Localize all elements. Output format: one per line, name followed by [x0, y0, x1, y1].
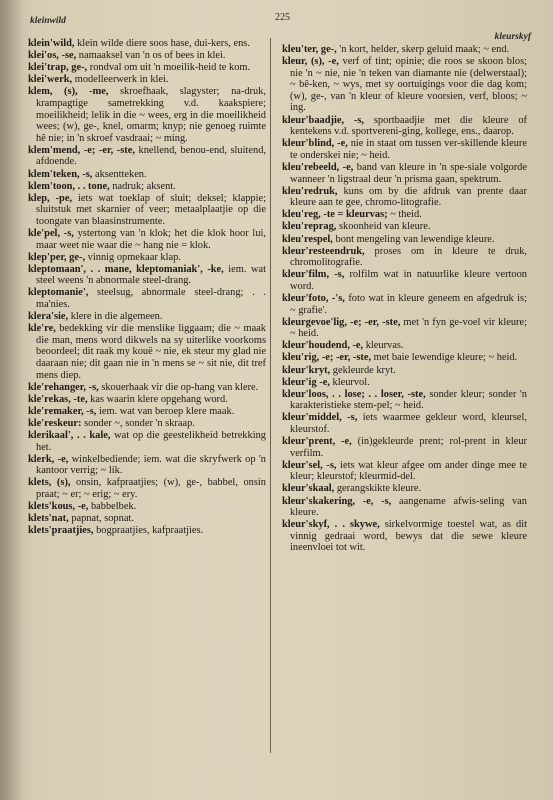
entry-definition: knellend, benou-end, sluitend, afdoende.: [36, 144, 266, 168]
entry-definition: bont mengeling van lewendige kleure.: [332, 233, 495, 245]
entry-definition: klere in die algemeen.: [68, 311, 163, 323]
entry-headword: kleur'houdend, -e,: [282, 340, 364, 352]
entry-definition: gerangskikte kleure.: [334, 483, 422, 495]
entry-definition: klein wilde diere soos hase, dui-kers, ens.: [74, 38, 250, 49]
entry-definition: iem. wat van beroep klere maak.: [96, 405, 235, 417]
entry-definition: verf of tint; opinie; die roos se skoon blos; nie 'n ~ nie, nie 'n teken van diamante nie (delwerstaal); ~ bê-ken, ~ wys, met sy oortuigings voor die dag kom; (w), ge-, van 'n kleur of kleure voorsien, verf, bloos; ~ ing.: [290, 56, 527, 114]
dictionary-entry: [28, 287, 266, 310]
entry-headword: kleur'film, -s,: [282, 269, 345, 281]
dictionary-entry: [282, 317, 527, 340]
dictionary-entry: [282, 209, 527, 221]
entry-definition: skroefhaak, slagyster; na-druk, krampagtige sametrekking v.d. kaakspiere; moeilikheid; lelik in die ~ wees, erg in die moeilikheid wees; (w), ge-, knel, omarm; knyp; nie genoeg ruimte hê nie; in 'n skroef vasdraai; ~ ming.: [36, 86, 266, 144]
dictionary-entry: [282, 436, 527, 459]
entry-definition: gekleurde kryt.: [330, 364, 396, 376]
entry-definition: met baie lewendige kleure; ~ heid.: [371, 352, 518, 364]
entry-definition: sirkelvormige toestel wat, as dit vinnig gedraai word, bewys dat die sewe kleure ineenvloei tot wit.: [290, 519, 527, 554]
entry-definition: iem. wat steel weens 'n abnormale steel-drang.: [36, 263, 266, 287]
entry-headword: klei'trap, ge-,: [28, 62, 88, 74]
right-guideword: kleurskyf: [494, 32, 531, 42]
entry-headword: klem'mend, -e; -er, -ste,: [28, 144, 135, 156]
dictionary-entry: [282, 138, 527, 161]
entry-definition: band van kleure in 'n spe-siale volgorde wanneer 'n ligstraal deur 'n prisma gaan, spektrum.: [290, 161, 527, 185]
entry-headword: klei'os, -se,: [28, 50, 77, 62]
dictionary-entry: [28, 323, 266, 381]
entry-definition: proses om in kleure te druk, chromolitografie.: [290, 245, 527, 269]
dictionary-entry: [28, 264, 266, 287]
entry-headword: kle'reskeur:: [28, 418, 82, 429]
dictionary-entry: [282, 340, 527, 352]
dictionary-entry: [282, 293, 527, 316]
entry-headword: kleur'blind, -e,: [282, 138, 348, 150]
entry-definition: nadruk; aksent.: [109, 180, 176, 192]
entry-headword: kleur'foto, -'s,: [282, 292, 345, 304]
entry-definition: aangename afwis-seling van kleure.: [290, 495, 527, 519]
entry-headword: kleur'loos, . . lose; . . loser, -ste,: [282, 388, 426, 400]
dictionary-entry: [282, 246, 527, 269]
dictionary-entry: [28, 406, 266, 418]
entry-headword: klets, (s),: [28, 477, 71, 489]
entry-definition: onsin, kafpraatjies; (w), ge-, babbel, onsin praat; ~ er; ~ erig; ~ ery.: [36, 477, 266, 501]
entry-headword: kle're,: [28, 323, 56, 335]
entry-definition: rondval om uit 'n moeilik-heid te kom.: [87, 62, 251, 74]
entry-headword: klep'per, ge-,: [28, 251, 86, 263]
dictionary-entry: [28, 525, 266, 537]
entry-headword: kleur'kryt,: [282, 364, 331, 376]
entry-headword: kleur'baadjie, -s,: [282, 114, 365, 126]
entry-definition: bogpraatjies, kafpraatjies.: [93, 525, 204, 537]
dictionary-entry: [28, 193, 266, 228]
entry-definition: skouerhaak vir die op-hang van klere.: [98, 381, 259, 393]
dictionary-entry: [282, 483, 527, 495]
entry-headword: kleur'sel, -s,: [282, 459, 337, 471]
dictionary-entry: [28, 181, 266, 193]
dictionary-entry: [28, 394, 266, 406]
dictionary-entry: [282, 234, 527, 246]
entry-definition: rolfilm wat in natuurlike kleure vertoon word.: [290, 269, 527, 292]
entry-definition: papnat, sopnat.: [68, 513, 134, 525]
dictionary-entry: [282, 352, 527, 364]
dictionary-entry: [28, 477, 266, 500]
entry-definition: 'n kort, helder, skerp geluid maak; ~ end.: [336, 44, 510, 55]
entry-definition: kas waarin klere opgehang word.: [87, 393, 228, 405]
entry-headword: kle'rekas, -te,: [28, 393, 88, 405]
dictionary-entry: [28, 228, 266, 251]
page-number: 225: [275, 12, 290, 23]
entry-headword: klera'sie,: [28, 311, 69, 323]
entry-headword: klein'wild,: [28, 38, 75, 49]
entry-definition: babbelbek.: [88, 501, 137, 513]
entry-headword: kleur'skyf, . . skywe,: [282, 519, 380, 531]
entry-headword: kleu'ter, ge-,: [282, 44, 337, 55]
entry-definition: steelsug, abnormale steel-drang; . . ma'nies.: [36, 287, 266, 311]
entry-headword: kleu'reprag,: [282, 221, 337, 233]
entry-headword: kle'rehanger, -s,: [28, 381, 99, 393]
dictionary-entry: [282, 412, 527, 435]
entry-headword: kleu'respel,: [282, 233, 333, 245]
dictionary-entry: [28, 252, 266, 264]
entry-definition: vinnig opmekaar klap.: [85, 251, 181, 263]
dictionary-entry: [28, 454, 266, 477]
entry-definition: modelleerwerk in klei.: [72, 74, 169, 86]
entry-definition: kuns om by die afdruk van prente daar kleure aan te gee, chromo-litografie.: [290, 185, 527, 209]
entry-headword: kleu'rebeeld, -e,: [282, 161, 354, 173]
entry-headword: klerk, -e,: [28, 453, 69, 465]
dictionary-entry: [282, 496, 527, 519]
entry-headword: kleur'skaal,: [282, 483, 335, 495]
dictionary-entry: [282, 186, 527, 209]
entry-headword: klets'nat,: [28, 513, 69, 525]
dictionary-entry: [282, 221, 527, 233]
dictionary-entry: [28, 62, 266, 74]
entry-headword: klei'werk,: [28, 74, 73, 86]
dictionary-entry: [28, 38, 266, 50]
entry-definition: met 'n fyn ge-voel vir kleure; ~ heid.: [290, 316, 527, 340]
dictionary-entry: [28, 50, 266, 62]
entry-definition: ystertong van 'n klok; het die klok hoor lui, maar weet nie waar die ~ hang nie = klok.: [36, 228, 266, 251]
dictionary-entry: [282, 519, 527, 554]
entry-definition: bedekking vir die menslike liggaam; die ~ maak die man, mens word dikwels na sy uiterlike voorkoms beoordeel; dit raak my kouë ~ nie, ek steur my glad nie daaraan nie; dit gaan nie in 'n mens se ~ sit nie, dit tref mens diep.: [36, 323, 266, 381]
dictionary-entry: [28, 169, 266, 181]
entry-definition: iets wat toeklap of sluit; deksel; klappie; sluitstuk met skarnier of veer; metaalplaatjie op die toongate van blaasinstrumente.: [36, 192, 266, 227]
entry-headword: kleur'middel, -s,: [282, 412, 358, 424]
binding-shadow: [0, 0, 22, 800]
dictionary-entry: [282, 56, 527, 114]
entry-headword: kle'remaker, -s,: [28, 405, 97, 417]
entry-headword: kleur'prent, -e,: [282, 436, 352, 448]
entry-headword: klem'teken, -s,: [28, 168, 93, 180]
entry-headword: kleu'reg, -te = kleurvas;: [282, 209, 388, 221]
entry-definition: kleurvol.: [329, 376, 370, 388]
dictionary-entry: [282, 269, 527, 292]
entry-definition: (in)gekleurde prent; rol-prent in kleur verfilm.: [290, 436, 527, 459]
dictionary-entry: [28, 382, 266, 394]
entry-headword: kleur, (s), -e,: [282, 56, 339, 68]
entry-definition: wat op die geestelikheid betrekking het.: [36, 430, 266, 453]
entry-headword: kleur'skakering, -e, -s,: [282, 495, 392, 507]
entry-definition: aksentteken.: [92, 168, 147, 180]
entry-definition: namaaksel van 'n os of bees in klei.: [76, 50, 226, 62]
entry-headword: klep, -pe,: [28, 192, 73, 204]
dictionary-entry: [282, 162, 527, 185]
entry-headword: kleptomaan', . . mane, kleptomaniak', -ke,: [28, 263, 224, 275]
entry-headword: klem'toon, . . tone,: [28, 180, 110, 192]
dictionary-entry: [282, 460, 527, 483]
entry-headword: klets'praatjies,: [28, 525, 94, 537]
dictionary-entry: [282, 44, 527, 56]
dictionary-entry: [28, 513, 266, 525]
entry-definition: sonder kleur; sonder 'n karakteristieke stem-pel; ~ heid.: [290, 388, 527, 412]
entry-definition: skoonheid van kleure.: [336, 221, 431, 233]
entry-headword: kleptomanie',: [28, 287, 89, 299]
dictionary-entry: [28, 145, 266, 168]
entry-definition: foto wat in kleure geneem en afgedruk is; ~ grafie'.: [290, 292, 527, 316]
entry-definition: nie in staat om tussen ver-skillende kleure te onderskei nie; ~ heid.: [290, 138, 527, 161]
entry-definition: winkelbediende; iem. wat die skryfwerk op 'n kantoor verrig; ~ lik.: [36, 453, 266, 477]
dictionary-entry: [28, 430, 266, 453]
dictionary-entry: [28, 311, 266, 323]
right-column: [282, 44, 527, 774]
page-header: [30, 12, 535, 42]
entry-definition: iets wat kleur afgee om ander dinge mee te kleur; kleurstof; kleurmid-del.: [290, 459, 527, 483]
dictionary-entry: [282, 377, 527, 389]
column-divider: [270, 38, 271, 753]
left-column: [28, 38, 266, 768]
dictionary-entry: [282, 389, 527, 412]
dictionary-entry: [28, 501, 266, 513]
entry-definition: iets waarmee gekleur word, kleursel, kleurstof.: [290, 412, 527, 435]
left-guideword: kleinwild: [30, 16, 66, 26]
entry-definition: kleurvas.: [363, 340, 404, 352]
entry-headword: klerikaal', . . kale,: [28, 430, 111, 442]
entry-definition: sonder ~, sonder 'n skraap.: [81, 418, 195, 429]
dictionary-entry: [282, 365, 527, 377]
entry-definition: sportbaadjie met die kleure of kentekens v.d. sportvereni-ging, kollege, ens., daarop.: [290, 114, 527, 138]
dictionary-entry: [28, 74, 266, 86]
entry-headword: kleurgevoe'lig, -e; -er, -ste,: [282, 316, 401, 328]
dictionary-entry: [28, 418, 266, 430]
entry-headword: kleur'ig -e,: [282, 376, 330, 388]
entry-headword: kleu'rig, -e; -er, -ste,: [282, 352, 372, 364]
entry-headword: kleur'resteendruk,: [282, 245, 365, 257]
dictionary-entry: [282, 115, 527, 138]
entry-headword: klets'kous, -e,: [28, 501, 89, 513]
entry-headword: klem, (s), -me,: [28, 86, 109, 98]
entry-definition: ~ theid.: [387, 209, 422, 221]
entry-headword: kleu'redruk,: [282, 185, 338, 197]
dictionary-entry: [28, 86, 266, 144]
entry-headword: kle'pel, -s,: [28, 228, 74, 239]
